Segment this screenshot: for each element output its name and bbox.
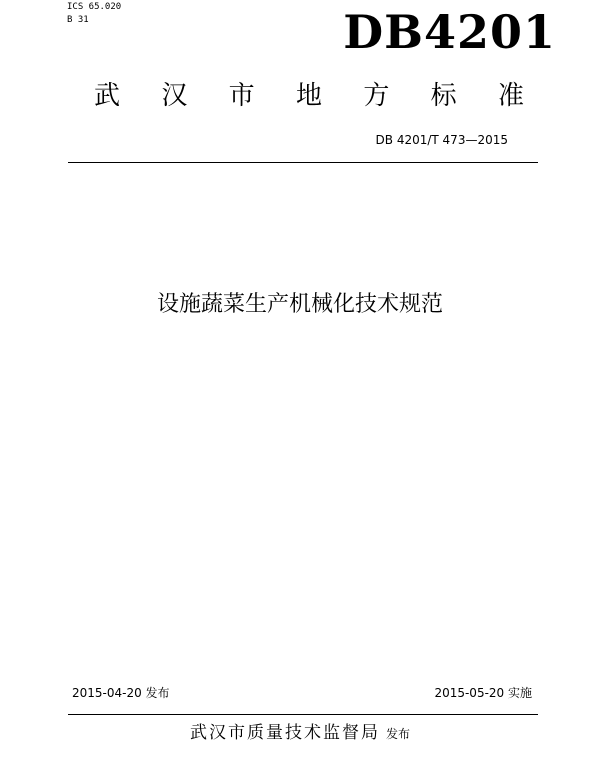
ics-code: ICS 65.020 <box>67 2 122 12</box>
standard-type-char: 市 <box>228 81 255 111</box>
standard-type-heading <box>94 78 524 114</box>
standard-logo: DB4201 <box>343 5 556 59</box>
publisher-org: 武汉市质量技术监督局 <box>189 723 380 743</box>
standard-type-char: 标 <box>430 81 457 111</box>
document-title: 设施蔬菜生产机械化技术规范 <box>156 292 443 317</box>
implementation-date: 2015-05-20 实施 <box>434 686 532 700</box>
publisher-suffix: 发布 <box>385 727 410 741</box>
ccs-code: B 31 <box>67 15 89 25</box>
standard-type-char: 方 <box>363 81 390 111</box>
header-divider <box>68 162 538 163</box>
issue-date: 2015-04-20 发布 <box>72 686 170 700</box>
publisher-line <box>0 720 600 747</box>
footer-divider <box>68 714 538 715</box>
standard-type-char: 地 <box>295 81 322 111</box>
standard-type-char: 武 <box>94 81 121 111</box>
standard-type-char: 汉 <box>161 81 188 111</box>
standard-number: DB 4201/T 473—2015 <box>375 133 508 147</box>
standard-type-char: 准 <box>497 81 524 111</box>
